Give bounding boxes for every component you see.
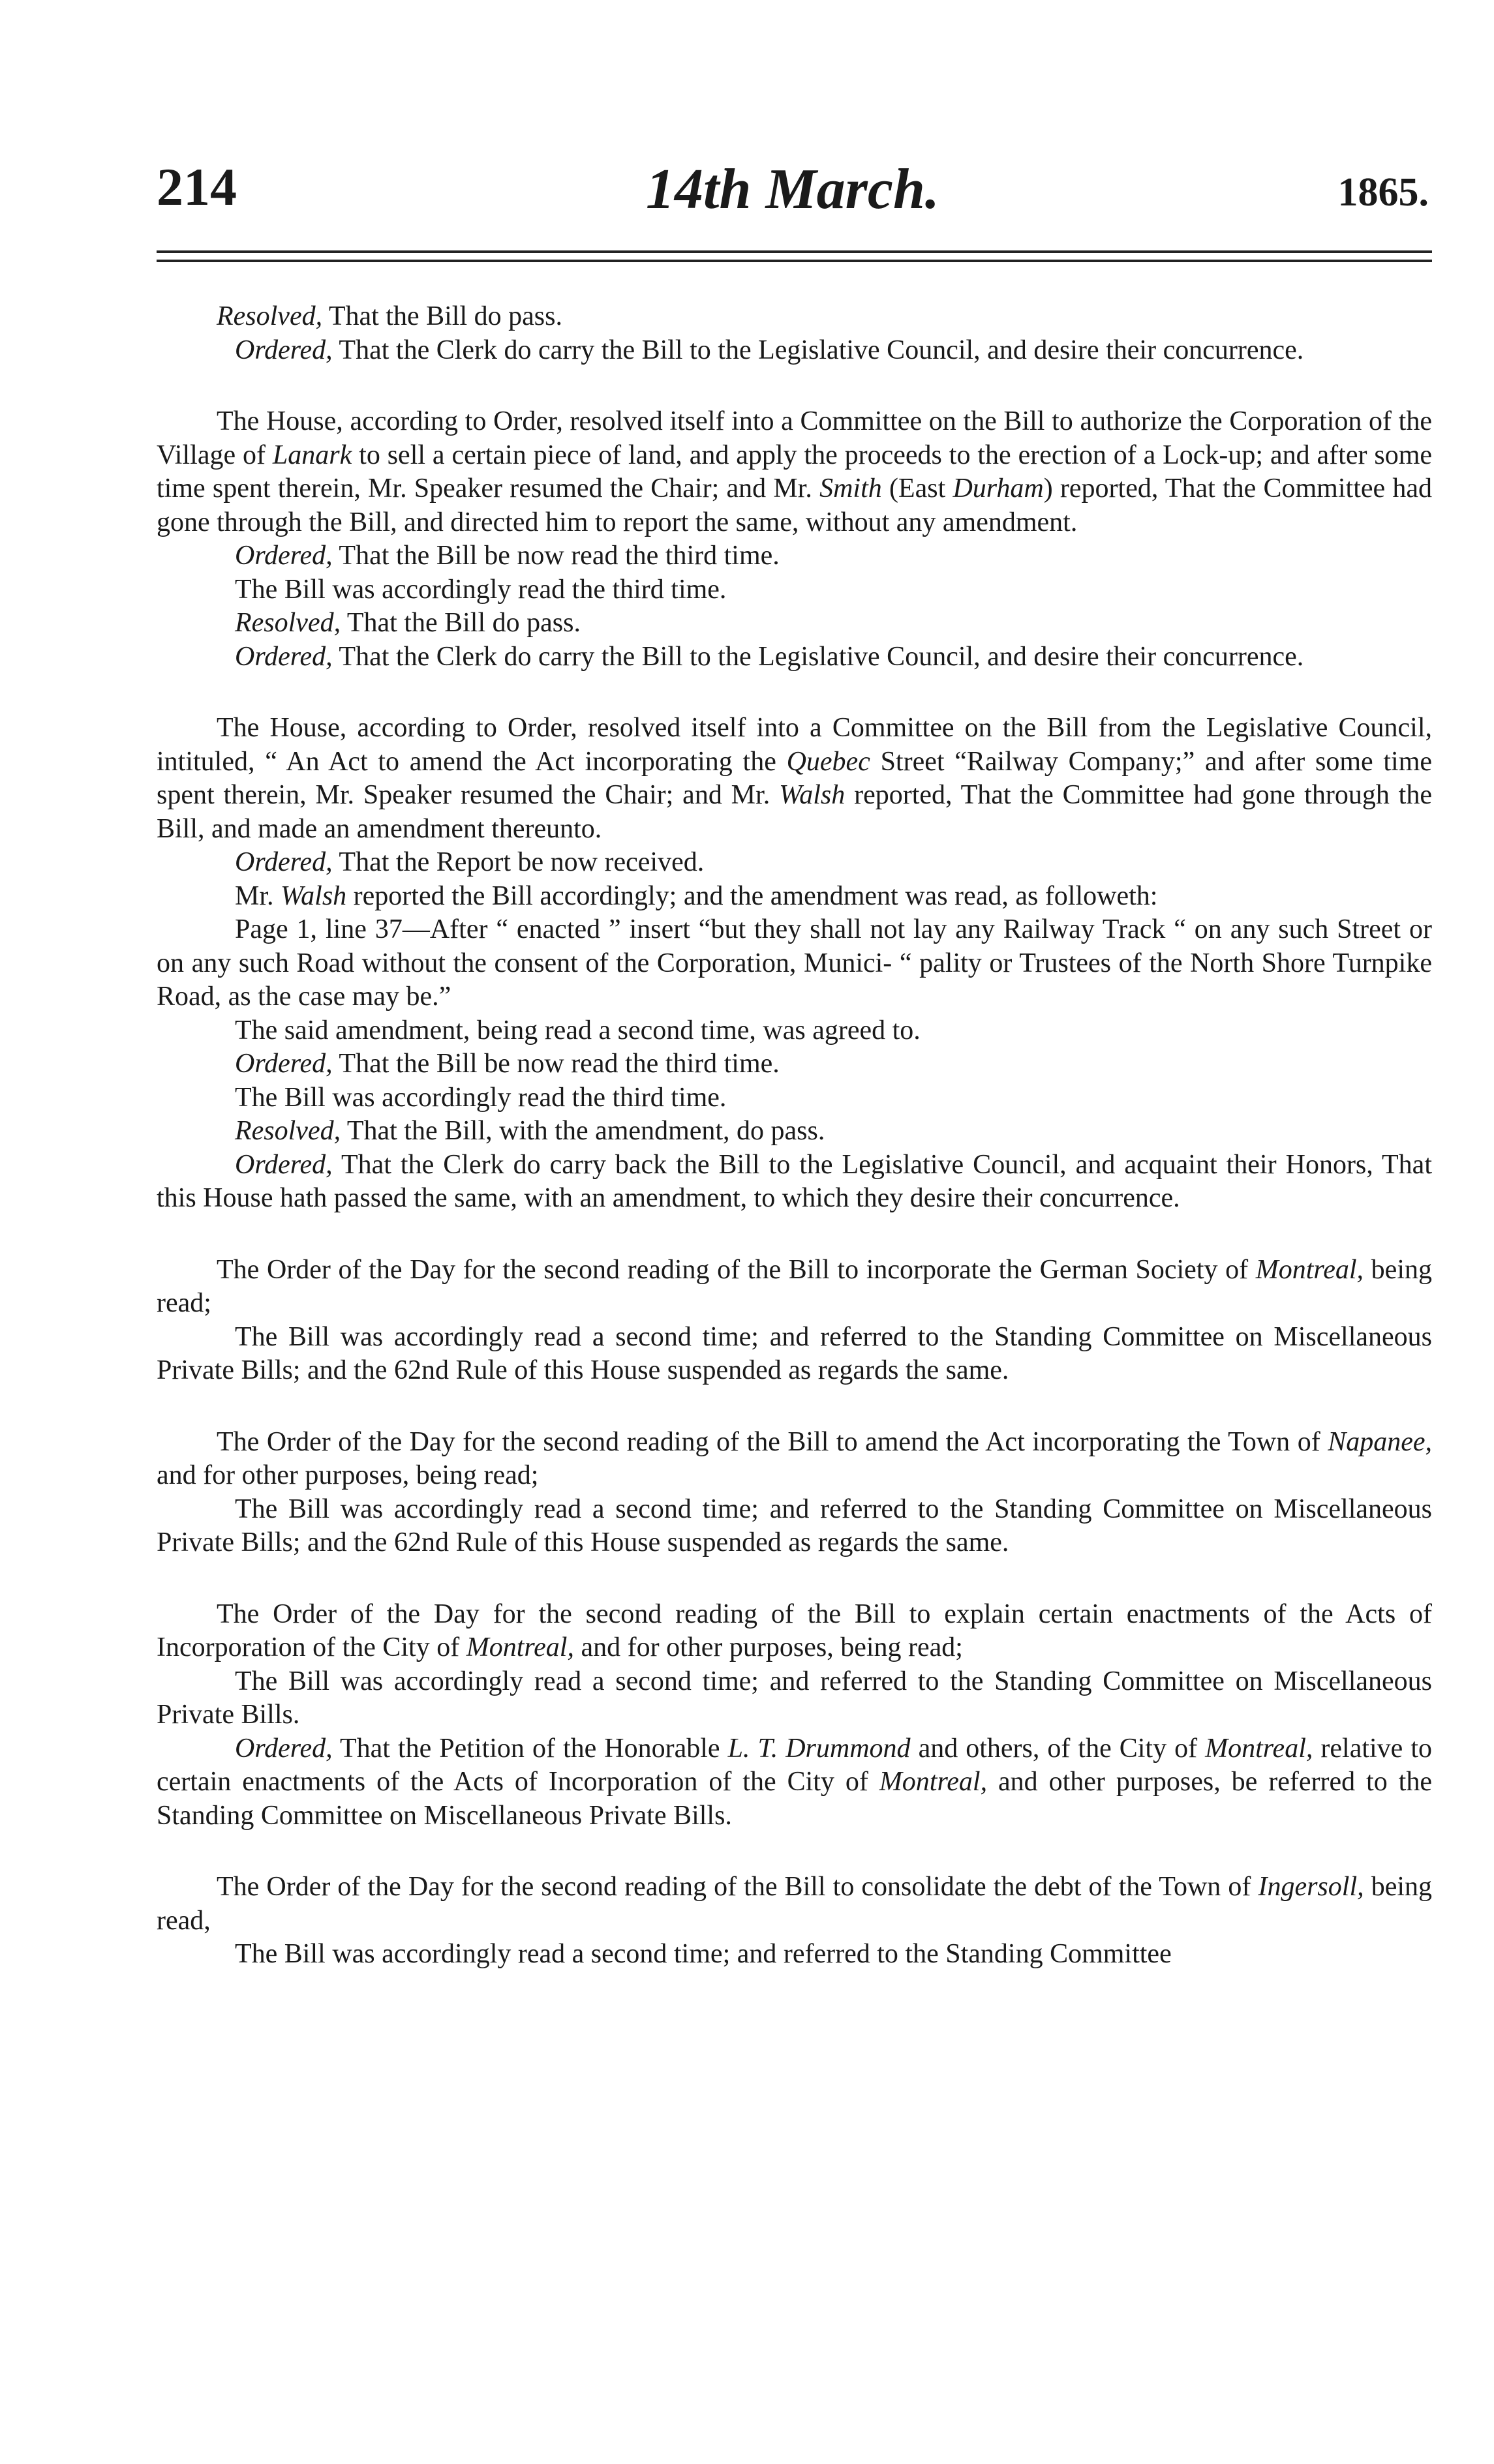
entry-line [157, 913, 1432, 1014]
page-number: 214 [157, 157, 237, 217]
text-run: The Bill was accordingly read a second time; and referred to the Standing Committee [235, 1939, 1172, 1969]
text-run: That the Bill, with the amendment, do pass. [341, 1116, 825, 1146]
entry-line [157, 1081, 1432, 1115]
text-run: and for other purposes, being read; [573, 1632, 963, 1662]
text-run: being read; [157, 1254, 1432, 1318]
italic-text: Resolved, [235, 608, 341, 638]
text-run: The said amendment, being read a second time, was agreed to. [235, 1015, 921, 1045]
entry-spacer [157, 1560, 1432, 1598]
text-run: That the Bill be now read the third time. [332, 541, 780, 571]
text-run: relative to certain enactments of the Acts of Incorporation of the City of [157, 1733, 1432, 1797]
text-run: The House, according to Order, resolved itself into a Committee on the Bill from the Legislative Council, intituled, “ An Act to amend the Act incorporating the [157, 713, 1432, 777]
entry-line [157, 1014, 1432, 1048]
italic-text: Smith [819, 473, 882, 503]
entry-line [157, 405, 1432, 539]
text-run: The Order of the Day for the second reading of the Bill to incorporate the German Society of [217, 1254, 1256, 1285]
text-run: and for other purposes, being read; [157, 1460, 539, 1490]
text-run: That the Bill do pass. [341, 608, 581, 638]
entry-line [157, 712, 1432, 846]
text-run: being read, [157, 1872, 1433, 1936]
entry-line [157, 573, 1432, 607]
italic-text: Montreal, [1255, 1254, 1364, 1285]
text-run: reported the Bill accordingly; and the amendment was read, as followeth: [346, 880, 1158, 911]
text-run: That the Clerk do carry the Bill to the Legislative Council, and desire their concurrence. [332, 335, 1304, 365]
entry-line [157, 300, 1432, 334]
page-year: 1865. [1337, 170, 1429, 215]
entry-line [157, 880, 1432, 914]
entry-spacer [157, 1388, 1432, 1426]
italic-text: Ordered, [235, 641, 333, 672]
text-run: The House, according to Order, resolved itself into a Committee on the Bill to authorize the Corporation of the Village of [157, 406, 1432, 470]
text-run: The Bill was accordingly read the third time. [235, 1082, 727, 1113]
entry-line [157, 1149, 1432, 1216]
journal-entry [157, 1871, 1432, 1972]
text-run: ) reported, That the Committee had gone through the Bill, and directed him to report the same, without any amendment. [157, 473, 1432, 537]
entry-line [157, 1115, 1432, 1149]
text-run: The Order of the Day for the second reading of the Bill to consolidate the debt of the Town of [217, 1872, 1258, 1902]
italic-text: Ordered, [235, 847, 333, 877]
entry-line [157, 1871, 1432, 1938]
header-rule-top [157, 250, 1432, 253]
entry-spacer [157, 1833, 1432, 1871]
text-run: The Order of the Day for the second reading of the Bill to amend the Act incorporating the Town of [217, 1426, 1328, 1457]
text-run: Mr. [235, 880, 281, 911]
italic-text: Resolved, [235, 1116, 341, 1146]
italic-text: Ordered, [235, 1049, 333, 1079]
italic-text: Walsh [779, 780, 846, 810]
entry-line [157, 1426, 1432, 1493]
journal-body [157, 300, 1432, 1972]
journal-entry [157, 405, 1432, 674]
entry-line [157, 539, 1432, 573]
entry-line [157, 1938, 1432, 1972]
entry-spacer [157, 367, 1432, 405]
italic-text: Montreal, [879, 1767, 988, 1797]
text-run: Street “Railway Company;” and after some time spent therein, Mr. Speaker resumed the Chair; and Mr. [157, 746, 1433, 810]
text-run: The Bill was accordingly read a second time; and referred to the Standing Committee on Miscellaneous Private Bills. [157, 1666, 1432, 1730]
running-header [157, 157, 1429, 228]
italic-text: Ingersoll, [1258, 1872, 1364, 1902]
text-run: reported, That the Committee had gone through the Bill, and made an amendment thereunto. [157, 780, 1432, 844]
journal-entry [157, 300, 1432, 367]
text-run: That the Clerk do carry back the Bill to the Legislative Council, and acquaint their Honors, That this House hath passed the same, with an amendment, to which they desire their concurrence. [157, 1149, 1432, 1213]
text-run: The Bill was accordingly read the third time. [235, 574, 727, 605]
italic-text: Quebec [786, 746, 870, 777]
text-run: That the Bill do pass. [322, 301, 562, 331]
text-run: to sell a certain piece of land, and apply the proceeds to the erection of a Lock-up; and after some time spent therein, Mr. Speaker resumed the Chair; and Mr. [157, 440, 1432, 503]
text-run: (East [881, 473, 953, 503]
italic-text: Ordered, [235, 541, 333, 571]
text-run: and others, of the City of [910, 1733, 1206, 1764]
italic-text: L. T. Drummond [727, 1733, 911, 1764]
text-run: The Bill was accordingly read a second time; and referred to the Standing Committee on Miscellaneous Private Bills; and the 62nd Rule of this House suspended as regards the same. [157, 1494, 1432, 1557]
entry-spacer [157, 1216, 1432, 1254]
text-run: The Bill was accordingly read a second time; and referred to the Standing Committee on Miscellaneous Private Bills; and the 62nd Rule of this House suspended as regards the same. [157, 1321, 1432, 1385]
italic-text: Resolved, [217, 301, 323, 331]
text-run: That the Petition of the Honorable [332, 1733, 728, 1764]
entry-line [157, 846, 1432, 880]
journal-entry [157, 1598, 1432, 1833]
italic-text: Lanark [272, 440, 352, 470]
italic-text: Ordered, [235, 1149, 333, 1180]
entry-line [157, 1493, 1432, 1560]
entry-spacer [157, 674, 1432, 712]
entry-line [157, 1732, 1432, 1833]
entry-line [157, 607, 1432, 640]
journal-entry [157, 1254, 1432, 1388]
text-run: and other purposes, be referred to the Standing Committee on Miscellaneous Private Bills. [157, 1767, 1432, 1831]
text-run: Page 1, line 37—After “ enacted ” insert “but they shall not lay any Railway Track “ on any such Street or on any such Road without the consent of the Corporation, Munici- “ pality or Trustees of the North Shore Turnpike Road, as the case may be.” [157, 914, 1432, 1012]
italic-text: Montreal, [1205, 1733, 1313, 1764]
text-run: That the Report be now received. [332, 847, 705, 877]
entry-line [157, 640, 1432, 674]
italic-text: Montreal, [466, 1632, 574, 1662]
text-run: That the Bill be now read the third time. [332, 1049, 780, 1079]
entry-line [157, 334, 1432, 368]
entry-line [157, 1598, 1432, 1665]
entry-line [157, 1047, 1432, 1081]
header-rule-bottom [157, 260, 1432, 262]
text-run: That the Clerk do carry the Bill to the Legislative Council, and desire their concurrence. [332, 641, 1304, 672]
italic-text: Napanee, [1328, 1426, 1432, 1457]
italic-text: Durham [953, 473, 1044, 503]
italic-text: Walsh [281, 880, 347, 911]
journal-entry [157, 1426, 1432, 1560]
entry-line [157, 1665, 1432, 1732]
text-run: The Order of the Day for the second reading of the Bill to explain certain enactments of the Acts of Incorporation of the City of [157, 1599, 1432, 1662]
entry-line [157, 1254, 1432, 1321]
journal-entry [157, 712, 1432, 1216]
page-date-heading: 14th March. [646, 158, 939, 221]
italic-text: Ordered, [235, 335, 333, 365]
italic-text: Ordered, [235, 1733, 333, 1764]
entry-line [157, 1321, 1432, 1388]
